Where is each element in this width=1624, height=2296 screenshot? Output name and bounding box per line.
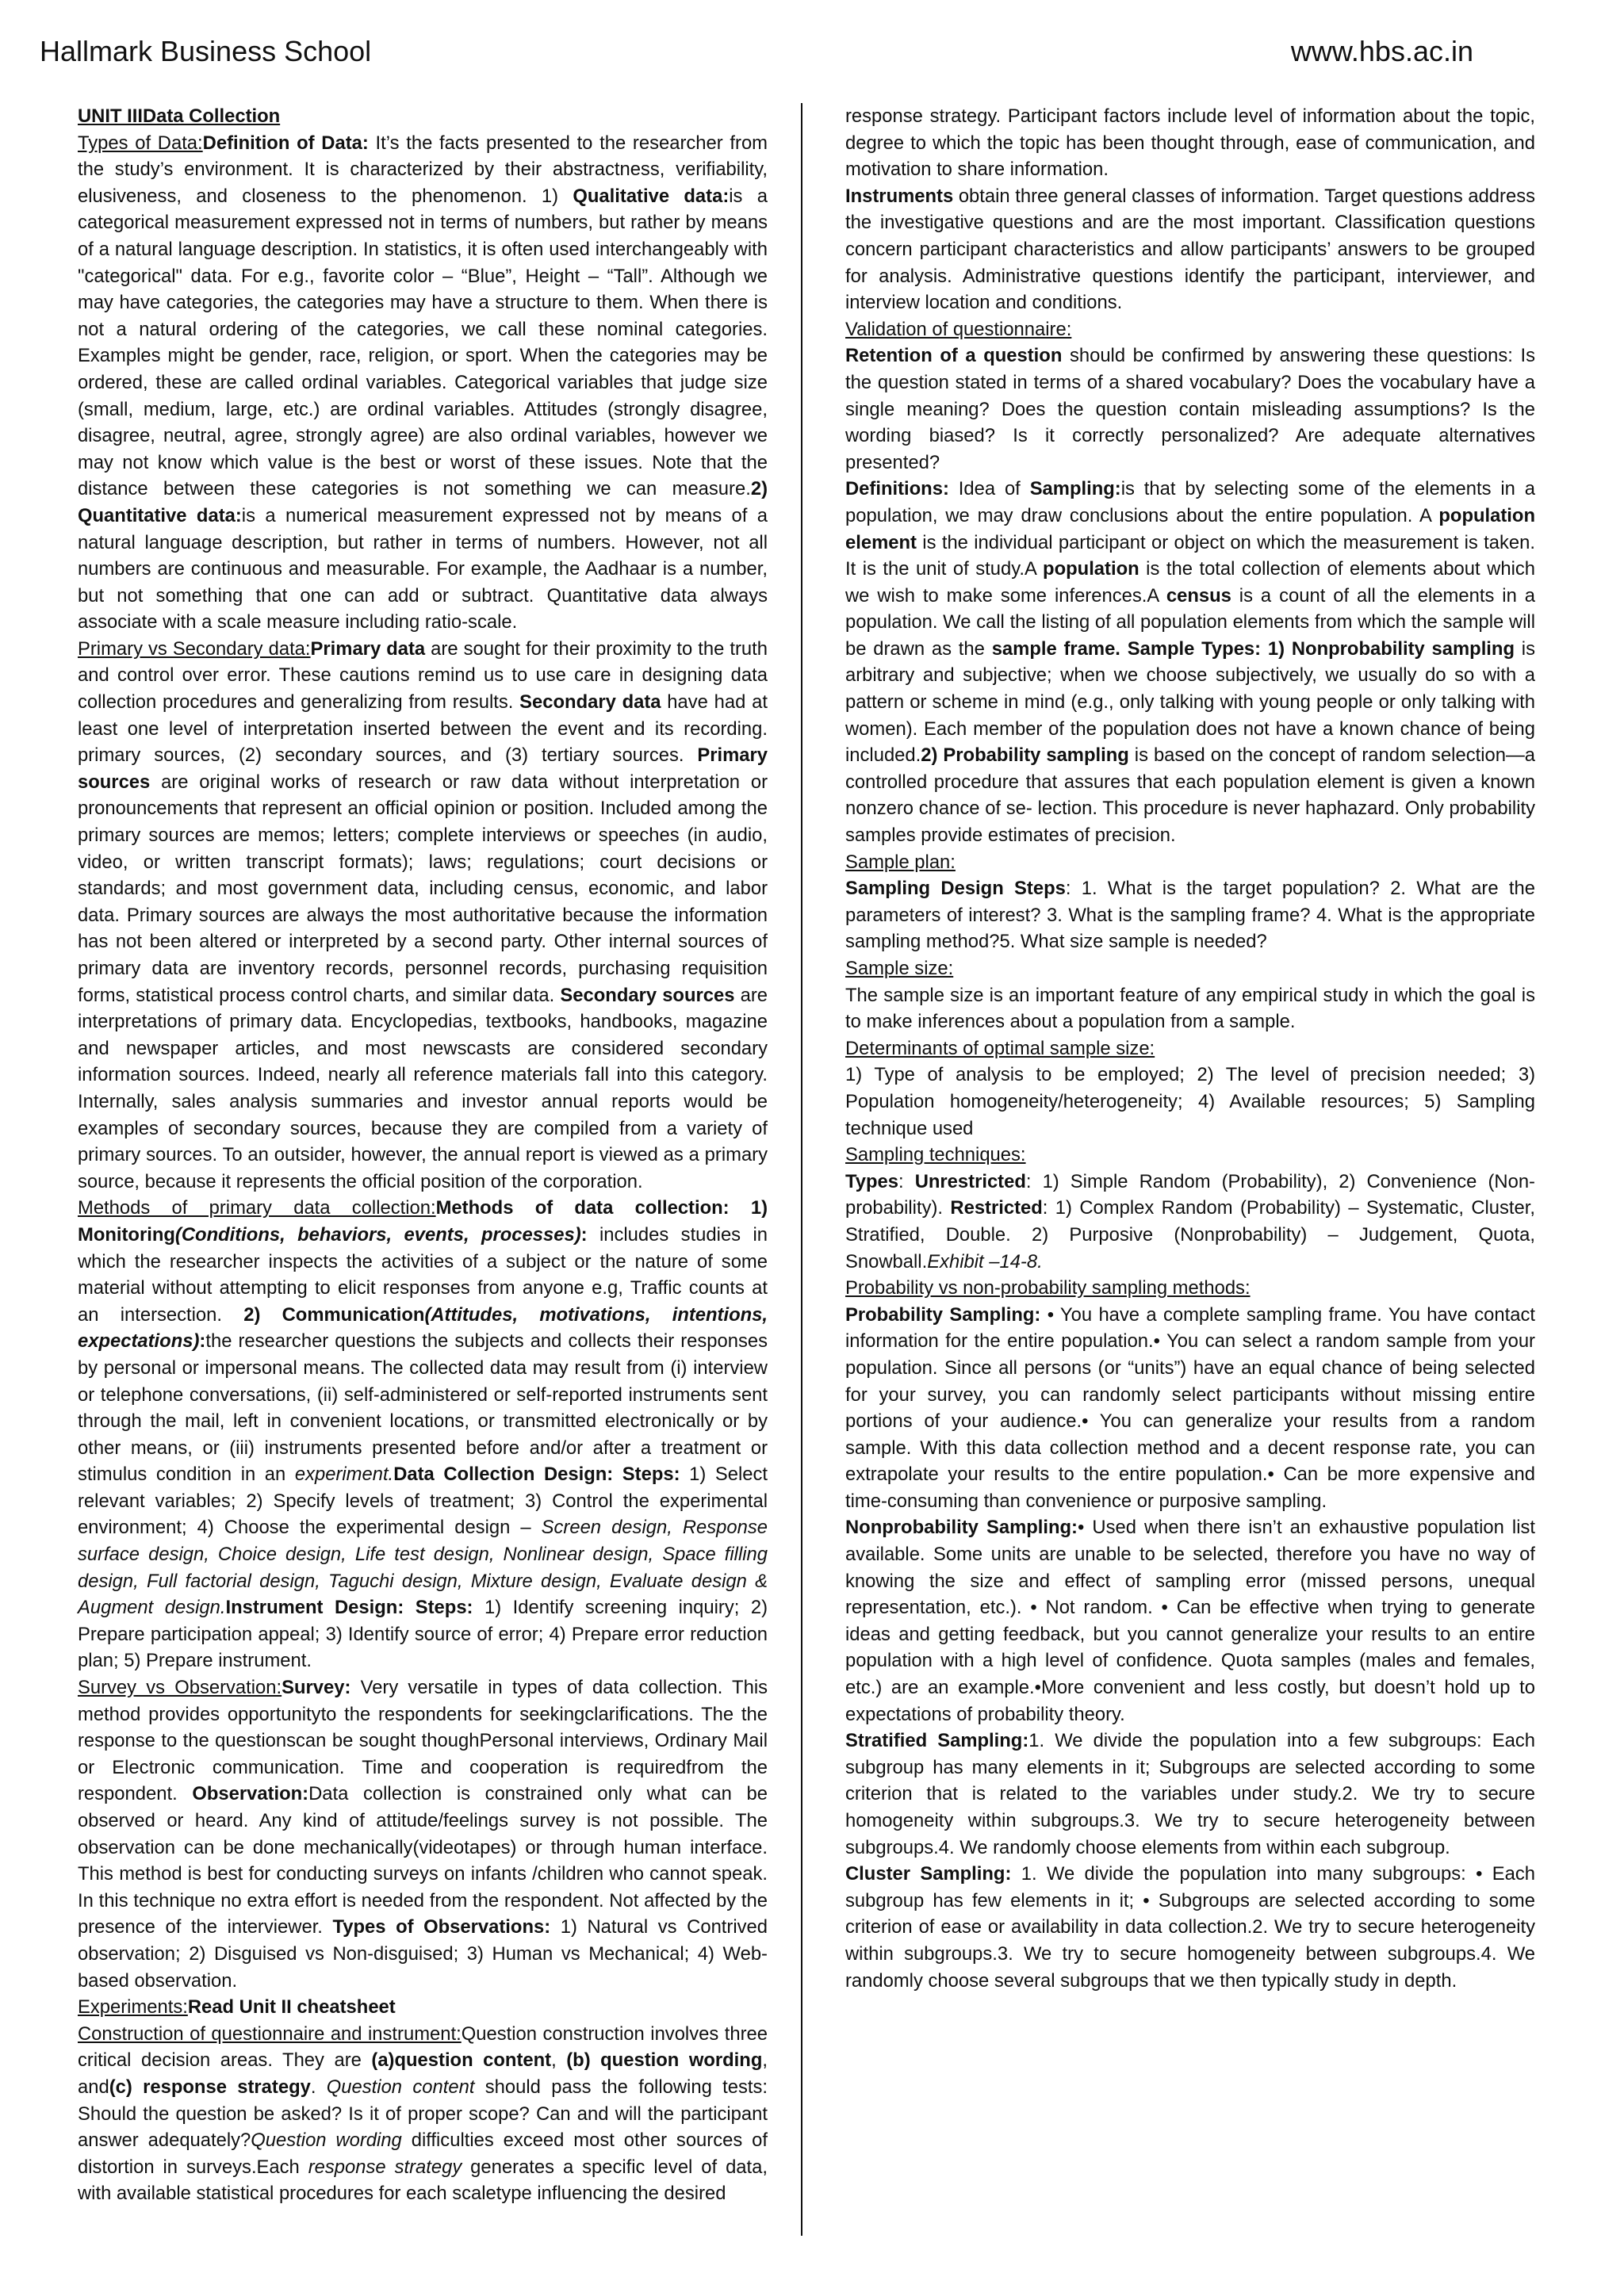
- sampling-types-paragraph: Types: Unrestricted: 1) Simple Random (Probability), 2) Convenience (Non-probability). Restricted: 1) Complex Random (Probability) – Systematic, Cluster, Stratified, Double. 2) Purposive (Nonprobability) – Judgement, Quota, Snowball.Exhibit –14-8.: [845, 1170, 1535, 1272]
- response-strategy-paragraph: response strategy. Participant factors include level of information about the topic, degree to which the topic has been thought through, ease of communication, and motivation to share information.: [845, 105, 1535, 181]
- nonprobability-sampling-paragraph: Nonprobability Sampling:• Used when there isn’t an exhaustive population list available. Some units are unable to be selected, therefore you have no way of knowing the size and effect of sampling error (missed persons, unequal representation, etc.). • Not random. • Can be effective when trying to generate ideas and getting feedback, but you cannot generalize your results to an entire population with a high level of confidence. Quota samples (males and females, etc.) are an example.•More convenient and less costly, but doesn’t hold up to expectations of probability theory.: [845, 1517, 1535, 1725]
- website-url: www.hbs.ac.in: [1290, 35, 1473, 67]
- section-heading: Sample plan:: [845, 851, 956, 873]
- sampling-definitions-paragraph: Definitions: Idea of Sampling:is that by selecting some of the elements in a population, we may draw conclusions about the entire population. A population element is the individual participant or object on which the measurement is taken. It is the unit of study.A population is the total collection of elements about which we wish to make some inferences.A census is a count of all the elements in a population. We call the listing of all population elements from which the sample will be drawn as the sample frame. Sample Types: 1) Nonprobability sampling is arbitrary and subjective; when we choose subjectively, we usually do so with a pattern or scheme in mind (e.g., only talking with young people or only talking with women). Each member of the population does not have a known chance of being included.2) Probability sampling is based on the concept of random selection—a controlled procedure that assures that each population element is given a known nonzero chance of se- lection. This procedure is never haphazard. Only probability samples provide estimates of precision.: [845, 478, 1536, 847]
- section-heading: Sample size:: [845, 958, 954, 979]
- right-column: [802, 103, 1535, 2244]
- retention-paragraph: Retention of a question should be confirmed by answering these questions: Is the question stated in terms of a shared vocabulary? Does the vocabulary have a single meaning? Does the question contain misleading assumptions? Is the wording biased? Is it correctly personalized? Are adequate alternatives presented?: [845, 345, 1535, 473]
- section-heading: Methods of primary data collection:: [78, 1197, 436, 1219]
- section-heading: Survey vs Observation:: [78, 1677, 282, 1699]
- sampling-design-steps-paragraph: Sampling Design Steps: 1. What is the target population? 2. What are the parameters of interest? 3. What is the sampling frame? 4. What is the appropriate sampling method?5. What size sample is needed?: [845, 878, 1535, 953]
- methods-collection-paragraph: Methods of primary data collection:Methods of data collection: 1) Monitoring(Conditions, behaviors, events, processes): includes studies in which the researcher inspects the activities of a subject or the nature of some material without attempting to elicit responses from anyone e.g, Traffic counts at an intersection. 2) Communication(Attitudes, motivations, intentions, expectations):the researcher questions the subjects and collects their responses by personal or impersonal means. The collected data may result from (i) interview or telephone conversations, (ii) self-administered or self-reported instruments sent through the mail, left in convenient locations, or transmitted electronically or by other means, or (iii) instruments presented before and/or after a treatment or stimulus condition in an experiment.Data Collection Design: Steps: 1) Select relevant variables; 2) Specify levels of treatment; 3) Control the experimental environment; 4) Choose the experimental design – Screen design, Response surface design, Choice design, Life test design, Nonlinear design, Space filling design, Full factorial design, Taguchi design, Mixture design, Evaluate design & Augment design.Instrument Design: Steps: 1) Identify screening inquiry; 2) Prepare participation appeal; 3) Identify source of error; 4) Prepare error reduction plan; 5) Prepare instrument.: [78, 1197, 768, 1672]
- questionnaire-construction-paragraph: Construction of questionnaire and instrument:Question construction involves three critical decision areas. They are (a)question content, (b) question wording, and(c) response strategy. Question content should pass the following tests: Should the question be asked? Is it of proper scope? Can and will the participant answer adequately?Question wording difficulties exceed most other sources of distortion in surveys.Each response strategy generates a specific level of data, with available statistical procedures for each scaletype influencing the desired: [78, 2022, 768, 2205]
- section-heading: Primary vs Secondary data:: [78, 637, 311, 660]
- left-column: [78, 103, 801, 2244]
- determinants-paragraph: 1) Type of analysis to be employed; 2) The level of precision needed; 3) Population homogeneity/heterogeneity; 4) Available resources; 5) Sampling technique used: [845, 1064, 1535, 1139]
- section-heading: Probability vs non-probability sampling methods:: [845, 1277, 1251, 1299]
- unit-title: UNIT IIIData Collection: [78, 105, 281, 127]
- types-of-data-paragraph: Types of Data:Definition of Data: It’s the facts presented to the researcher from the study’s environment. It is characterized by their abstractness, verifiability, elusiveness, and closeness to the phenomenon. 1) Qualitative data:is a categorical measurement expressed not in terms of numbers, but rather by means of a natural language description. In statistics, it is often used interchangeably with "categorical" data. For e.g., favorite color – “Blue”, Height – “Tall”. Although we may have categories, the categories may have a structure to them. When there is not a natural ordering of the categories, we call these nominal categories. Examples might be gender, race, religion, or sport. When the categories may be ordered, these are called ordinal variables. Categorical variables that judge size (small, medium, large, etc.) are ordinal variables. Attitudes (strongly disagree, disagree, neutral, agree, strongly agree) are also ordinal variables, however we may not know which value is the best or worst of these issues. Note that the distance between these categories is not something we can measure.2) Quantitative data:is a numerical measurement expressed not by means of a natural language description, but rather in terms of numbers. However, not all numbers are continuous and measurable. For example, the Aadhaar is a number, but not something that one can add or subtract. Quantitative data always associate with a scale measure including ratio-scale.: [78, 132, 768, 633]
- instruments-paragraph: Instruments obtain three general classes of information. Target questions address the investigative questions and are the most important. Classification questions concern participant characteristics and allow participants’ answers to be grouped for analysis. Administrative questions identify the participant, interviewer, and interview location and conditions.: [845, 185, 1535, 314]
- section-heading: Validation of questionnaire:: [845, 318, 1072, 340]
- section-heading: Types of Data:: [78, 132, 203, 154]
- section-heading: Construction of questionnaire and instrument:: [78, 2022, 462, 2045]
- experiments-paragraph: Experiments:Read Unit II cheatsheet: [78, 1996, 396, 2019]
- sample-size-paragraph: The sample size is an important feature of any empirical study in which the goal is to make inferences about a population from a sample.: [845, 984, 1535, 1033]
- section-heading: Sampling techniques:: [845, 1144, 1026, 1166]
- stratified-sampling-paragraph: Stratified Sampling:1. We divide the population into a few subgroups: Each subgroup has many elements in it; Subgroups are selected according to some criterion that is related to the variables under study.2. We try to secure homogeneity within subgroups.3. We try to secure heterogeneity between subgroups.4. We randomly choose elements from within each subgroup.: [845, 1730, 1535, 1858]
- cluster-sampling-paragraph: Cluster Sampling: 1. We divide the population into many subgroups: • Each subgroup has few elements in it; • Subgroups are selected according to some criterion of ease or availability in data collection.2. We try to secure heterogeneity within subgroups.3. We try to secure homogeneity between subgroups.4. We randomly choose several subgroups that we then typically study in depth.: [845, 1863, 1536, 1992]
- page-header: [40, 32, 1584, 71]
- probability-sampling-paragraph: Probability Sampling: • You have a complete sampling frame. You have contact information for the entire population.• You can select a random sample from your population. Since all persons (or “units”) have an equal chance of being selected for your survey, you can randomly select participants without missing entire portions of your audience.• You can generalize your results from a random sample. With this data collection method and a decent response rate, you can extrapolate your results to the entire population.• Can be more expensive and time-consuming than convenience or purposive sampling.: [845, 1303, 1535, 1512]
- section-heading: Experiments:: [78, 1996, 188, 2019]
- school-name: Hallmark Business School: [40, 35, 372, 67]
- primary-secondary-paragraph: Primary vs Secondary data:Primary data are sought for their proximity to the truth and control over error. These cautions remind us to use care in designing data collection procedures and generalizing from results. Secondary data have had at least one level of interpretation inserted between the event and its recording. primary sources, (2) secondary sources, and (3) tertiary sources. Primary sources are original works of research or raw data without interpretation or pronouncements that represent an official opinion or position. Included among the primary sources are memos; letters; complete interviews or speeches (in audio, video, or written transcript formats); laws; regulations; court decisions or standards; and most government data, including census, economic, and labor data. Primary sources are always the most authoritative because the information has not been altered or interpreted by a second party. Other internal sources of primary data are inventory records, personnel records, purchasing requisition forms, statistical process control charts, and similar data. Secondary sources are interpretations of primary data. Encyclopedias, textbooks, handbooks, magazine and newspaper articles, and most newscasts are considered secondary information sources. Indeed, nearly all reference materials fall into this category. Internally, sales analysis summaries and investor annual reports would be examples of secondary sources, because they are compiled from a variety of primary sources. To an outsider, however, the annual report is viewed as a primary source, because it represents the official position of the corporation.: [78, 637, 768, 1192]
- survey-observation-paragraph: Survey vs Observation:Survey: Very versatile in types of data collection. This method provides opportunityto the respondents for seekingclarifications. The the response to the questionscan be sought thoughPersonal interviews, Ordinary Mail or Electronic communication. Time and cooperation is requiredfrom the respondent. Observation:Data collection is constrained only what can be observed or heard. Any kind of attitude/feelings survey is not possible. The observation can be done mechanically(videotapes) or through human interface. This method is best for conducting surveys on infants /children who cannot speak. In this technique no extra effort is needed from the respondent. Not affected by the presence of the interviewer. Types of Observations: 1) Natural vs Contrived observation; 2) Disguised vs Non-disguised; 3) Human vs Mechanical; 4) Web-based observation.: [78, 1677, 768, 1992]
- document-body: [78, 103, 1591, 2244]
- section-heading: Determinants of optimal sample size:: [845, 1037, 1155, 1059]
